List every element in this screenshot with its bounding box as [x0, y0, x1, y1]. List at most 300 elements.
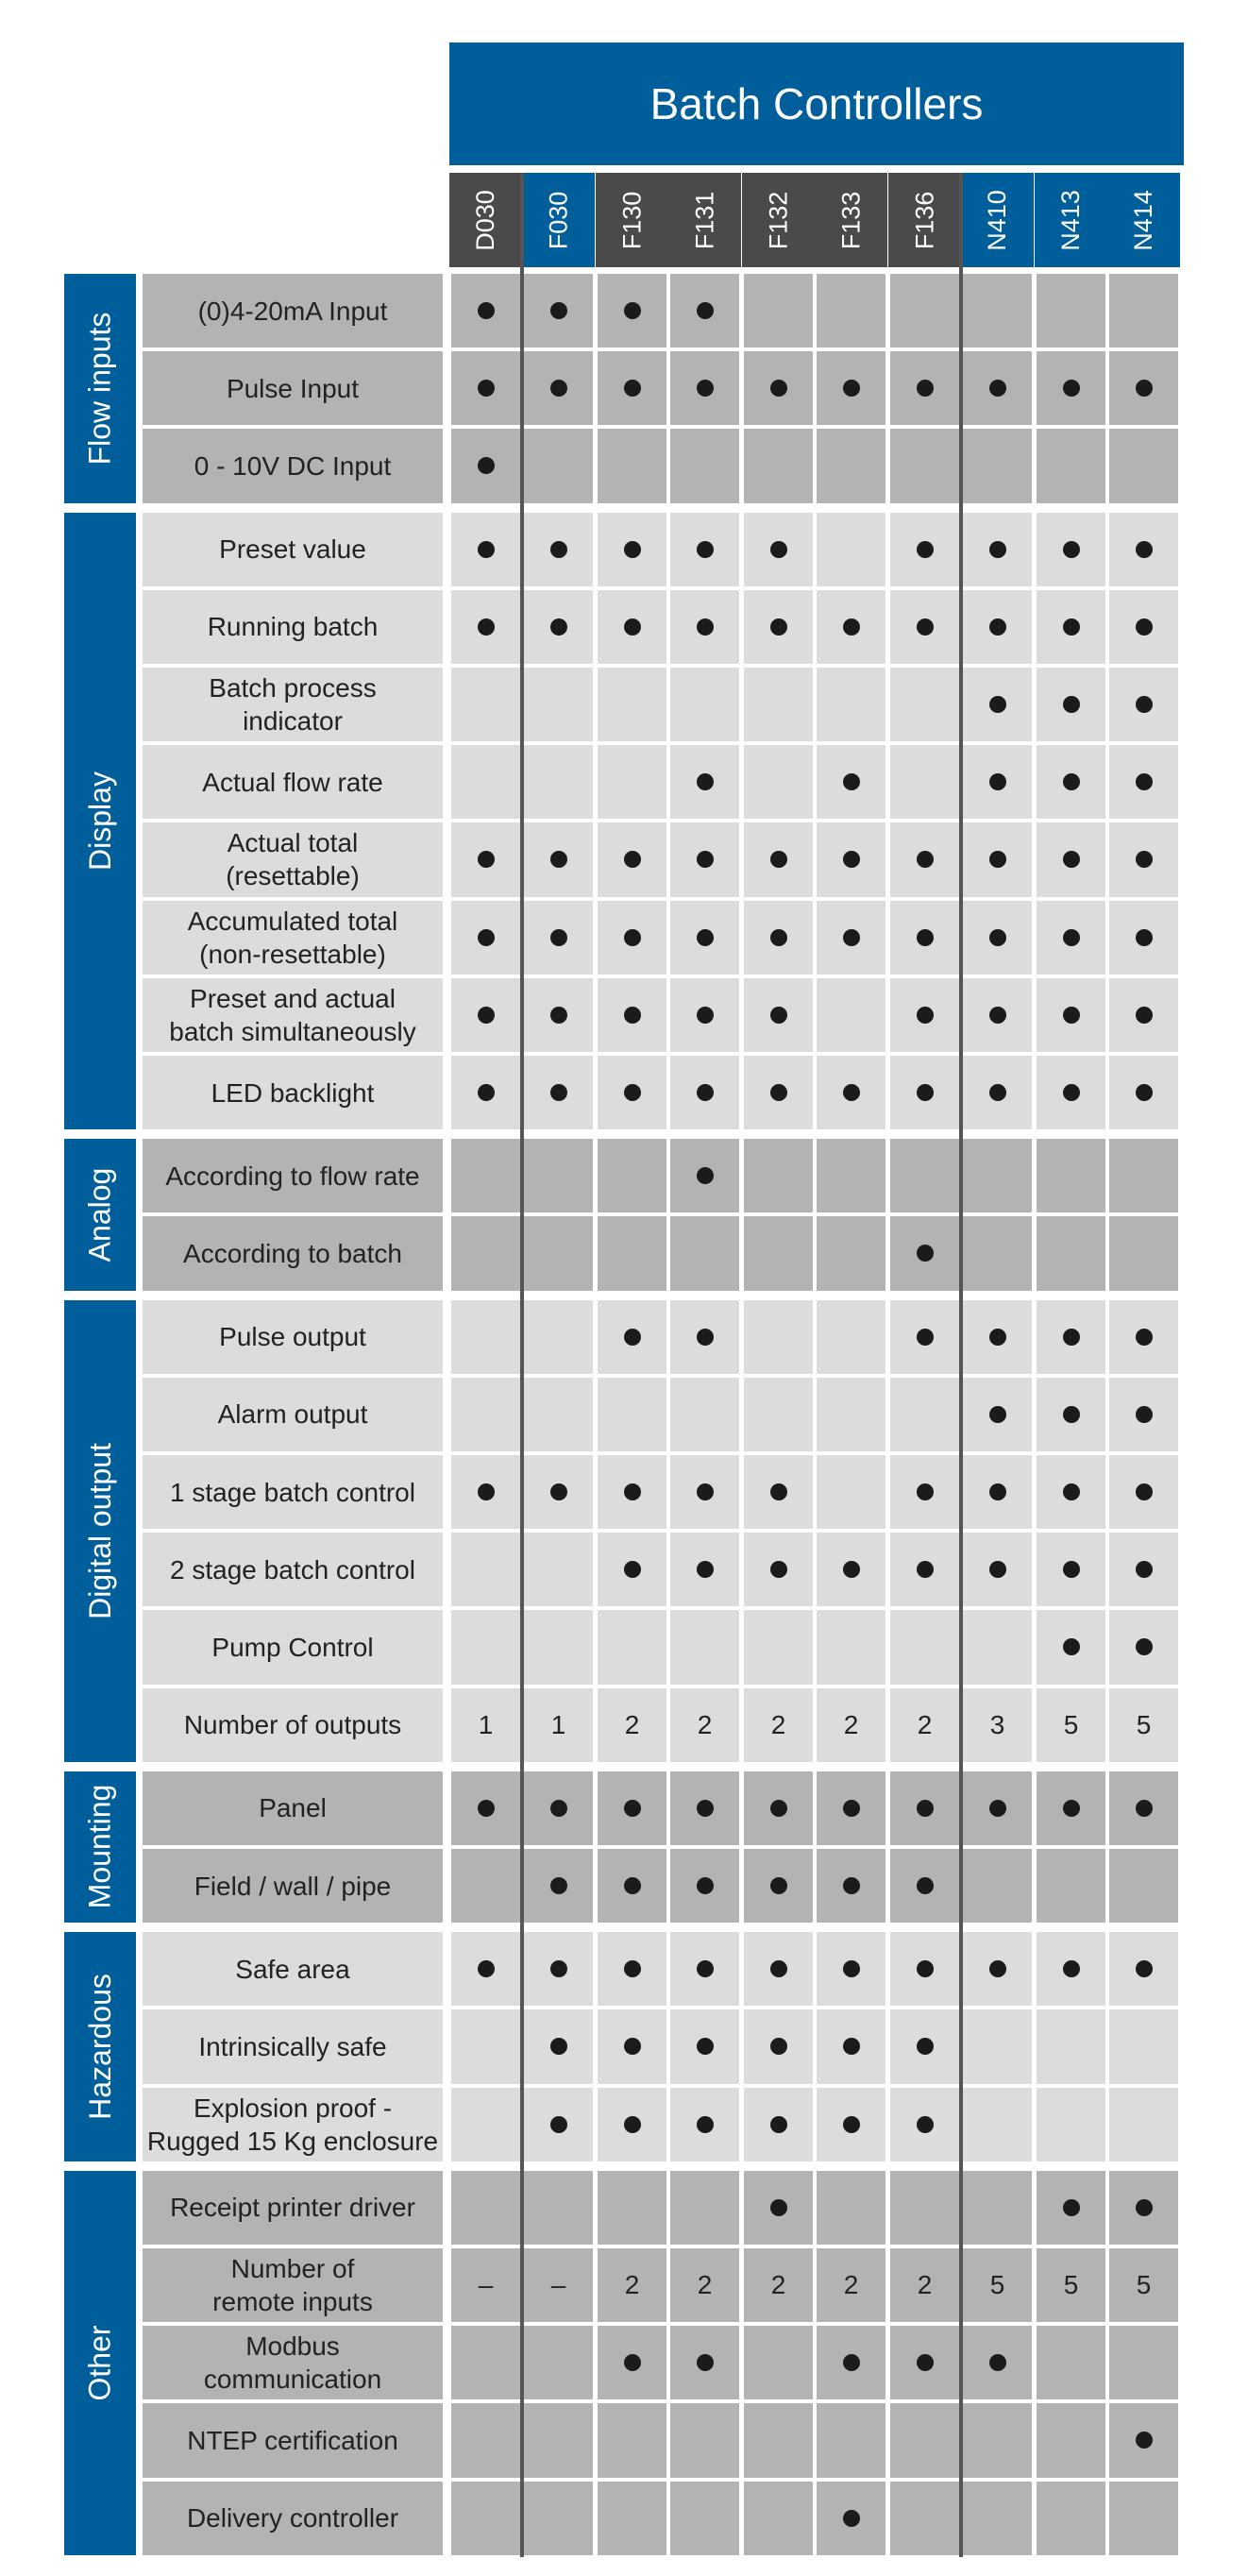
table-cell: [1109, 1771, 1178, 1845]
bullet-icon: [843, 1960, 860, 1977]
bullet-icon: [550, 1800, 567, 1817]
table-cell: [890, 2482, 959, 2555]
cell-value: 5: [1136, 2270, 1152, 2300]
bullet-icon: [624, 929, 641, 946]
table-cell: [524, 901, 593, 974]
table-cell: [1037, 978, 1105, 1052]
column-header: [668, 173, 741, 267]
table-cell: [817, 1771, 885, 1845]
table-cell: [890, 2171, 959, 2245]
table-cell: [744, 1610, 813, 1684]
table-cell: [451, 351, 520, 425]
bullet-icon: [697, 2038, 714, 2055]
table-cell: [451, 513, 520, 586]
row-label: Actual flow rate: [143, 745, 443, 819]
row-label: Pulse Input: [143, 351, 443, 425]
row-label: Alarm output: [143, 1378, 443, 1451]
table-cell: [451, 901, 520, 974]
table-cell: [890, 1932, 959, 2006]
table-cell: [890, 1056, 959, 1129]
table-cell: [524, 1610, 593, 1684]
group-label: [64, 274, 136, 503]
bullet-icon: [478, 380, 495, 397]
bullet-icon: [697, 1800, 714, 1817]
table-cell: [890, 1533, 959, 1606]
table-cell: [670, 745, 739, 819]
table-cell: [1037, 1849, 1105, 1923]
table-cell: [963, 590, 1032, 664]
column-header-label: D030: [470, 189, 499, 251]
bullet-icon: [989, 619, 1006, 636]
table-cell: [744, 978, 813, 1052]
table-cell: [744, 2248, 813, 2322]
table-cell: [451, 822, 520, 896]
bullet-icon: [1136, 1406, 1153, 1423]
group-label-text: Display: [82, 771, 117, 871]
bullet-icon: [989, 2354, 1006, 2371]
table-cell: [890, 2326, 959, 2399]
table-cell: [524, 274, 593, 347]
table-cell: [963, 1771, 1032, 1845]
group-label-text: Hazardous: [82, 1974, 117, 2120]
table-cell: [598, 2171, 666, 2245]
table-cell: [598, 1216, 666, 1290]
table-cell: [817, 668, 885, 741]
table-cell: [451, 1300, 520, 1374]
table-cell: [451, 2088, 520, 2161]
bullet-icon: [624, 1800, 641, 1817]
table-cell: [1109, 513, 1178, 586]
bullet-icon: [1136, 929, 1153, 946]
table-cell: [451, 274, 520, 347]
bullet-icon: [1136, 1638, 1153, 1655]
table-cell: [817, 1610, 885, 1684]
table-cell: [890, 2009, 959, 2083]
bullet-icon: [1136, 851, 1153, 868]
table-cell: [1109, 1139, 1178, 1212]
table-cell: [598, 2088, 666, 2161]
bullet-icon: [624, 302, 641, 319]
table-cell: [1037, 1378, 1105, 1451]
table-cell: [524, 1300, 593, 1374]
table-cell: [1037, 1056, 1105, 1129]
bullet-icon: [989, 380, 1006, 397]
table-cell: [670, 2403, 739, 2477]
table-cell: [744, 351, 813, 425]
bullet-icon: [1136, 1483, 1153, 1500]
group-label: [64, 1139, 136, 1290]
column-header-label: F133: [835, 191, 865, 249]
table-cell: [598, 745, 666, 819]
bullet-icon: [1063, 1800, 1080, 1817]
table-cell: [744, 1300, 813, 1374]
bullet-icon: [478, 851, 495, 868]
table-cell: [1037, 1300, 1105, 1374]
table-cell: [963, 1849, 1032, 1923]
bullet-icon: [624, 1329, 641, 1346]
table-cell: [817, 1300, 885, 1374]
table-cell: [817, 2248, 885, 2322]
table-cell: [1037, 668, 1105, 741]
table-cell: [451, 1849, 520, 1923]
column-header-label: N414: [1128, 189, 1157, 251]
bullet-icon: [843, 380, 860, 397]
row-label: Delivery controller: [143, 2482, 443, 2555]
table-cell: [524, 1771, 593, 1845]
bullet-icon: [697, 1561, 714, 1578]
bullet-icon: [1136, 1329, 1153, 1346]
row-label: Safe area: [143, 1932, 443, 2006]
table-cell: [963, 2326, 1032, 2399]
table-cell: [744, 1139, 813, 1212]
row-label: 0 - 10V DC Input: [143, 429, 443, 502]
table-cell: [598, 2009, 666, 2083]
table-cell: [963, 822, 1032, 896]
table-cell: [1037, 1771, 1105, 1845]
table-cell: [890, 351, 959, 425]
table-cell: [524, 1932, 593, 2006]
bullet-icon: [917, 1245, 934, 1262]
table-cell: [670, 668, 739, 741]
bullet-icon: [697, 851, 714, 868]
bullet-icon: [1063, 2199, 1080, 2216]
row-label: NTEP certification: [143, 2403, 443, 2477]
bullet-icon: [770, 1800, 787, 1817]
column-header: [888, 173, 961, 267]
bullet-icon: [917, 1084, 934, 1101]
bullet-icon: [697, 1084, 714, 1101]
table-cell: [451, 668, 520, 741]
table-cell: [524, 590, 593, 664]
table-cell: [890, 2403, 959, 2477]
divider-after-d030: [520, 173, 524, 2557]
table-cell: [744, 1533, 813, 1606]
row-label: Batch process indicator: [143, 668, 443, 741]
bullet-icon: [1136, 1960, 1153, 1977]
table-cell: [963, 1932, 1032, 2006]
bullet-icon: [843, 619, 860, 636]
table-cell: [817, 513, 885, 586]
table-cell: [598, 822, 666, 896]
table-cell: [451, 2326, 520, 2399]
bullet-icon: [770, 929, 787, 946]
bullet-icon: [989, 1329, 1006, 1346]
table-cell: [817, 1378, 885, 1451]
table-cell: [963, 2009, 1032, 2083]
table-cell: [670, 1688, 739, 1762]
table-cell: [963, 668, 1032, 741]
table-cell: [1109, 1932, 1178, 2006]
table-cell: [890, 1688, 959, 1762]
table-cell: [744, 822, 813, 896]
table-cell: [1109, 668, 1178, 741]
bullet-icon: [843, 929, 860, 946]
bullet-icon: [917, 1800, 934, 1817]
table-cell: [598, 2482, 666, 2555]
table-cell: [817, 590, 885, 664]
bullet-icon: [697, 380, 714, 397]
bullet-icon: [550, 619, 567, 636]
bullet-icon: [770, 619, 787, 636]
table-cell: [1037, 590, 1105, 664]
bullet-icon: [917, 2354, 934, 2371]
table-cell: [524, 1533, 593, 1606]
bullet-icon: [478, 929, 495, 946]
bullet-icon: [989, 1561, 1006, 1578]
table-cell: [524, 2248, 593, 2322]
table-cell: [524, 1455, 593, 1529]
table-title-text: Batch Controllers: [649, 79, 984, 128]
column-header: [742, 173, 815, 267]
group-label: [64, 513, 136, 1130]
bullet-icon: [550, 851, 567, 868]
cell-value: 2: [697, 1709, 713, 1739]
table-cell: [598, 1378, 666, 1451]
bullet-icon: [550, 1084, 567, 1101]
table-cell: [744, 513, 813, 586]
cell-value: 2: [624, 2270, 640, 2300]
table-cell: [1037, 1610, 1105, 1684]
table-cell: [670, 1455, 739, 1529]
table-cell: [890, 2248, 959, 2322]
table-cell: [890, 1378, 959, 1451]
table-cell: [890, 1455, 959, 1529]
table-cell: [598, 1139, 666, 1212]
group-label-text: Digital output: [82, 1442, 117, 1619]
bullet-icon: [478, 457, 495, 474]
table-cell: [744, 429, 813, 502]
table-cell: [890, 590, 959, 664]
bullet-icon: [1136, 1007, 1153, 1024]
table-cell: [451, 1771, 520, 1845]
table-cell: [1037, 901, 1105, 974]
table-cell: [1109, 822, 1178, 896]
bullet-icon: [1136, 2432, 1153, 2449]
row-label: Preset and actual batch simultaneously: [143, 978, 443, 1052]
table-cell: [963, 1056, 1032, 1129]
bullet-icon: [550, 2116, 567, 2133]
bullet-icon: [770, 1561, 787, 1578]
bullet-icon: [770, 2199, 787, 2216]
table-cell: [744, 1378, 813, 1451]
table-cell: [524, 2009, 593, 2083]
table-cell: [598, 2403, 666, 2477]
bullet-icon: [770, 2038, 787, 2055]
bullet-icon: [697, 541, 714, 558]
bullet-icon: [624, 1561, 641, 1578]
table-cell: [670, 513, 739, 586]
bullet-icon: [770, 1007, 787, 1024]
bullet-icon: [1063, 1561, 1080, 1578]
row-label: Intrinsically safe: [143, 2009, 443, 2083]
bullet-icon: [1063, 1483, 1080, 1500]
table-cell: [817, 1139, 885, 1212]
table-cell: [817, 429, 885, 502]
table-cell: [817, 2403, 885, 2477]
table-cell: [670, 2088, 739, 2161]
table-cell: [451, 1455, 520, 1529]
table-cell: [1109, 1455, 1178, 1529]
table-cell: [524, 513, 593, 586]
table-cell: [1037, 351, 1105, 425]
table-cell: [744, 2009, 813, 2083]
table-cell: [670, 1300, 739, 1374]
table-cell: [451, 2482, 520, 2555]
cell-value: 5: [989, 2270, 1005, 2300]
bullet-icon: [624, 541, 641, 558]
bullet-icon: [843, 773, 860, 790]
bullet-icon: [624, 2116, 641, 2133]
bullet-icon: [1063, 541, 1080, 558]
table-cell: [1037, 429, 1105, 502]
table-cell: [524, 2326, 593, 2399]
table-cell: [963, 2248, 1032, 2322]
divider-after-f136: [959, 173, 963, 2557]
bullet-icon: [989, 1406, 1006, 1423]
bullet-icon: [843, 2038, 860, 2055]
table-cell: [1109, 1533, 1178, 1606]
table-cell: [1037, 822, 1105, 896]
cell-value: 5: [1136, 1709, 1152, 1739]
table-cell: [817, 2482, 885, 2555]
bullet-icon: [1136, 1084, 1153, 1101]
row-label: Running batch: [143, 590, 443, 664]
bullet-icon: [1063, 1960, 1080, 1977]
bullet-icon: [917, 929, 934, 946]
table-cell: [1109, 2009, 1178, 2083]
table-cell: [451, 1533, 520, 1606]
bullet-icon: [697, 1167, 714, 1184]
row-label: According to flow rate: [143, 1139, 443, 1212]
column-header: [596, 173, 668, 267]
cell-value: –: [550, 2270, 566, 2300]
column-header-label: F132: [763, 191, 792, 249]
bullet-icon: [917, 1007, 934, 1024]
bullet-icon: [843, 2116, 860, 2133]
table-cell: [744, 1849, 813, 1923]
table-cell: [744, 590, 813, 664]
row-label: 1 stage batch control: [143, 1455, 443, 1529]
table-cell: [524, 1688, 593, 1762]
bullet-icon: [624, 380, 641, 397]
table-cell: [1037, 2326, 1105, 2399]
table-cell: [1109, 1216, 1178, 1290]
bullet-icon: [1063, 1406, 1080, 1423]
table-cell: [890, 274, 959, 347]
table-cell: [817, 351, 885, 425]
table-cell: [744, 2482, 813, 2555]
table-cell: [598, 1849, 666, 1923]
table-cell: [890, 901, 959, 974]
table-cell: [1037, 2482, 1105, 2555]
bullet-icon: [478, 1960, 495, 1977]
row-label: 2 stage batch control: [143, 1533, 443, 1606]
row-label: Number of outputs: [143, 1688, 443, 1762]
table-cell: [451, 2248, 520, 2322]
table-title: [449, 42, 1184, 165]
bullet-icon: [550, 1483, 567, 1500]
bullet-icon: [770, 1084, 787, 1101]
bullet-icon: [1136, 380, 1153, 397]
bullet-icon: [478, 541, 495, 558]
group-label-text: Analog: [82, 1167, 117, 1263]
table-cell: [963, 513, 1032, 586]
bullet-icon: [989, 1960, 1006, 1977]
bullet-icon: [917, 851, 934, 868]
table-cell: [890, 745, 959, 819]
table-cell: [1109, 901, 1178, 974]
row-label: Panel: [143, 1771, 443, 1845]
table-cell: [963, 1455, 1032, 1529]
bullet-icon: [1063, 929, 1080, 946]
table-cell: [963, 351, 1032, 425]
cell-value: 2: [697, 2270, 713, 2300]
group-label-text: Other: [82, 2325, 117, 2401]
bullet-icon: [1063, 380, 1080, 397]
table-cell: [670, 1533, 739, 1606]
bullet-icon: [989, 773, 1006, 790]
table-cell: [890, 668, 959, 741]
bullet-icon: [917, 619, 934, 636]
bullet-icon: [697, 2354, 714, 2371]
table-cell: [817, 1056, 885, 1129]
table-cell: [963, 1533, 1032, 1606]
table-cell: [524, 2482, 593, 2555]
bullet-icon: [1136, 1800, 1153, 1817]
table-cell: [890, 1771, 959, 1845]
row-label: Receipt printer driver: [143, 2171, 443, 2245]
bullet-icon: [917, 541, 934, 558]
table-cell: [598, 1932, 666, 2006]
group-label: [64, 1300, 136, 1762]
table-cell: [890, 1300, 959, 1374]
table-cell: [451, 1056, 520, 1129]
bullet-icon: [697, 1329, 714, 1346]
bullet-icon: [843, 851, 860, 868]
cell-value: 2: [770, 1709, 786, 1739]
bullet-icon: [624, 1960, 641, 1977]
table-cell: [598, 2326, 666, 2399]
table-cell: [1109, 2171, 1178, 2245]
bullet-icon: [989, 1800, 1006, 1817]
bullet-icon: [1136, 1561, 1153, 1578]
table-cell: [1037, 2248, 1105, 2322]
column-header-label: F131: [689, 191, 718, 249]
table-cell: [524, 351, 593, 425]
table-cell: [1109, 2326, 1178, 2399]
table-cell: [890, 822, 959, 896]
bullet-icon: [550, 1960, 567, 1977]
table-cell: [890, 1216, 959, 1290]
table-cell: [451, 745, 520, 819]
table-cell: [744, 745, 813, 819]
column-header-label: F030: [543, 191, 572, 249]
column-header: [1035, 173, 1107, 267]
bullet-icon: [1063, 773, 1080, 790]
row-label: Number of remote inputs: [143, 2248, 443, 2322]
group-label: [64, 1932, 136, 2161]
bullet-icon: [1136, 696, 1153, 713]
bullet-icon: [478, 1800, 495, 1817]
bullet-icon: [1063, 851, 1080, 868]
table-cell: [817, 2326, 885, 2399]
table-cell: [817, 2088, 885, 2161]
cell-value: 1: [550, 1709, 566, 1739]
row-label: Field / wall / pipe: [143, 1849, 443, 1923]
table-cell: [598, 901, 666, 974]
table-cell: [817, 1533, 885, 1606]
table-cell: [670, 2248, 739, 2322]
